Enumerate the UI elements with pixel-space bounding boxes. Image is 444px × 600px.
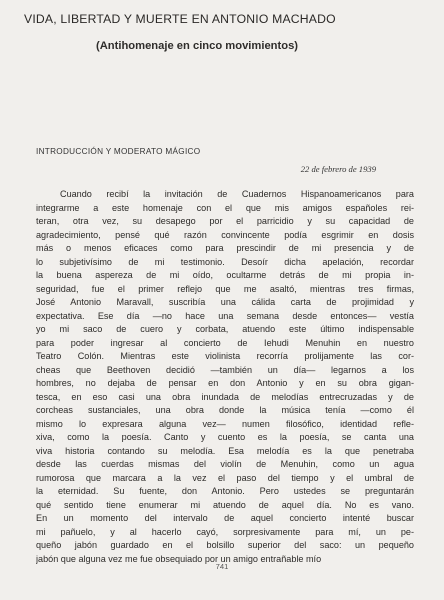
body-line: tesca, en eso casi una obra inundada de melodías entrecruzadas y de xyxy=(36,391,414,402)
body-line: qué sentido tiene enumerar mi atuendo de aquel día. No es vano. xyxy=(36,499,414,510)
body-line: lo subjetivísimo de mi testimonio. Desoír dicha apelación, recordar xyxy=(36,256,414,267)
body-line: desde las cuerdas mismas del violín de Menuhin, como un agua xyxy=(36,459,414,469)
page-number: 741 xyxy=(215,562,229,571)
body-line: viva historia contando su melodía. Esa melodía es la que penetraba xyxy=(36,445,414,456)
section-heading: INTRODUCCIÓN Y MODERATO MÁGICO xyxy=(36,147,201,156)
body-line: corcheas sustanciales, una obra donde la música tenía —como él xyxy=(36,405,414,415)
body-line: José Antonio Maravall, suscribía una cálida carta de projimidad y xyxy=(36,297,414,307)
body-line: xiva, como la poesía. Canto y cuento es la poesía, se canta una xyxy=(36,432,414,442)
body-text xyxy=(36,188,414,566)
article-title: VIDA, LIBERTAD Y MUERTE EN ANTONIO MACHADO xyxy=(24,12,336,26)
body-line: cheas que Beethoven decidió —también un día— legarnos a los xyxy=(36,364,414,375)
body-line: rumorosa que marcara a la vez el paso del tiempo y el umbral de xyxy=(36,472,414,483)
body-line: expectativa. Ese día —no hace una semana desde entonces— vestía xyxy=(36,310,414,321)
body-line: Teatro Colón. Mientras este violinista recorría prolijamente las cor- xyxy=(36,351,414,361)
body-line: yo mi saco de cuero y corbata, atuendo este último indispensable xyxy=(36,324,414,334)
body-line: para poder ingresar al concierto de Iehudi Menuhin en nuestro xyxy=(36,337,414,348)
body-line: Cuando recibí la invitación de Cuadernos Hispanoamericanos para xyxy=(60,189,414,199)
section-date: 22 de febrero de 1939 xyxy=(300,164,376,174)
body-line: seguridad, fue el primer reflejo que me asaltó, mientras tres firmas, xyxy=(36,283,414,294)
body-line: mismo lo expresara alguna vez— numen filosófico, identidad refle- xyxy=(36,418,414,429)
body-line: hombres, no dejaba de pensar en don Antonio y en su obra gigan- xyxy=(36,378,414,388)
body-line: jabón que alguna vez me fue obsequiado por un amigo entrañable mío xyxy=(36,553,322,564)
body-line: integrarme a este homenaje con el que mis amigos españoles rei- xyxy=(36,202,414,213)
body-line: agradecimiento, pensé qué razón convincente podía esgrimir en dosis xyxy=(36,229,414,240)
body-line: En un momento del intervalo de aquel concierto intenté buscar xyxy=(36,513,414,523)
body-line: la buena aspereza de mi oído, ocultarme detrás de mi propia in- xyxy=(36,270,414,280)
body-line: más o menos eficaces como para prescindir de mi presencia y de xyxy=(36,243,414,253)
body-line: queño jabón guardado en el bolsillo superior del saco: un pequeño xyxy=(36,540,414,550)
body-line: la eternidad. Su fuente, don Antonio. Pero ustedes se preguntarán xyxy=(36,486,414,496)
body-line: teran, otra vez, su desapego por el parricidio y su capacidad de xyxy=(36,216,414,226)
body-line: mi pañuelo, y al hacerlo cayó, sorpresivamente para mí, un pe- xyxy=(36,526,414,537)
article-subtitle: (Antihomenaje en cinco movimientos) xyxy=(96,40,299,52)
